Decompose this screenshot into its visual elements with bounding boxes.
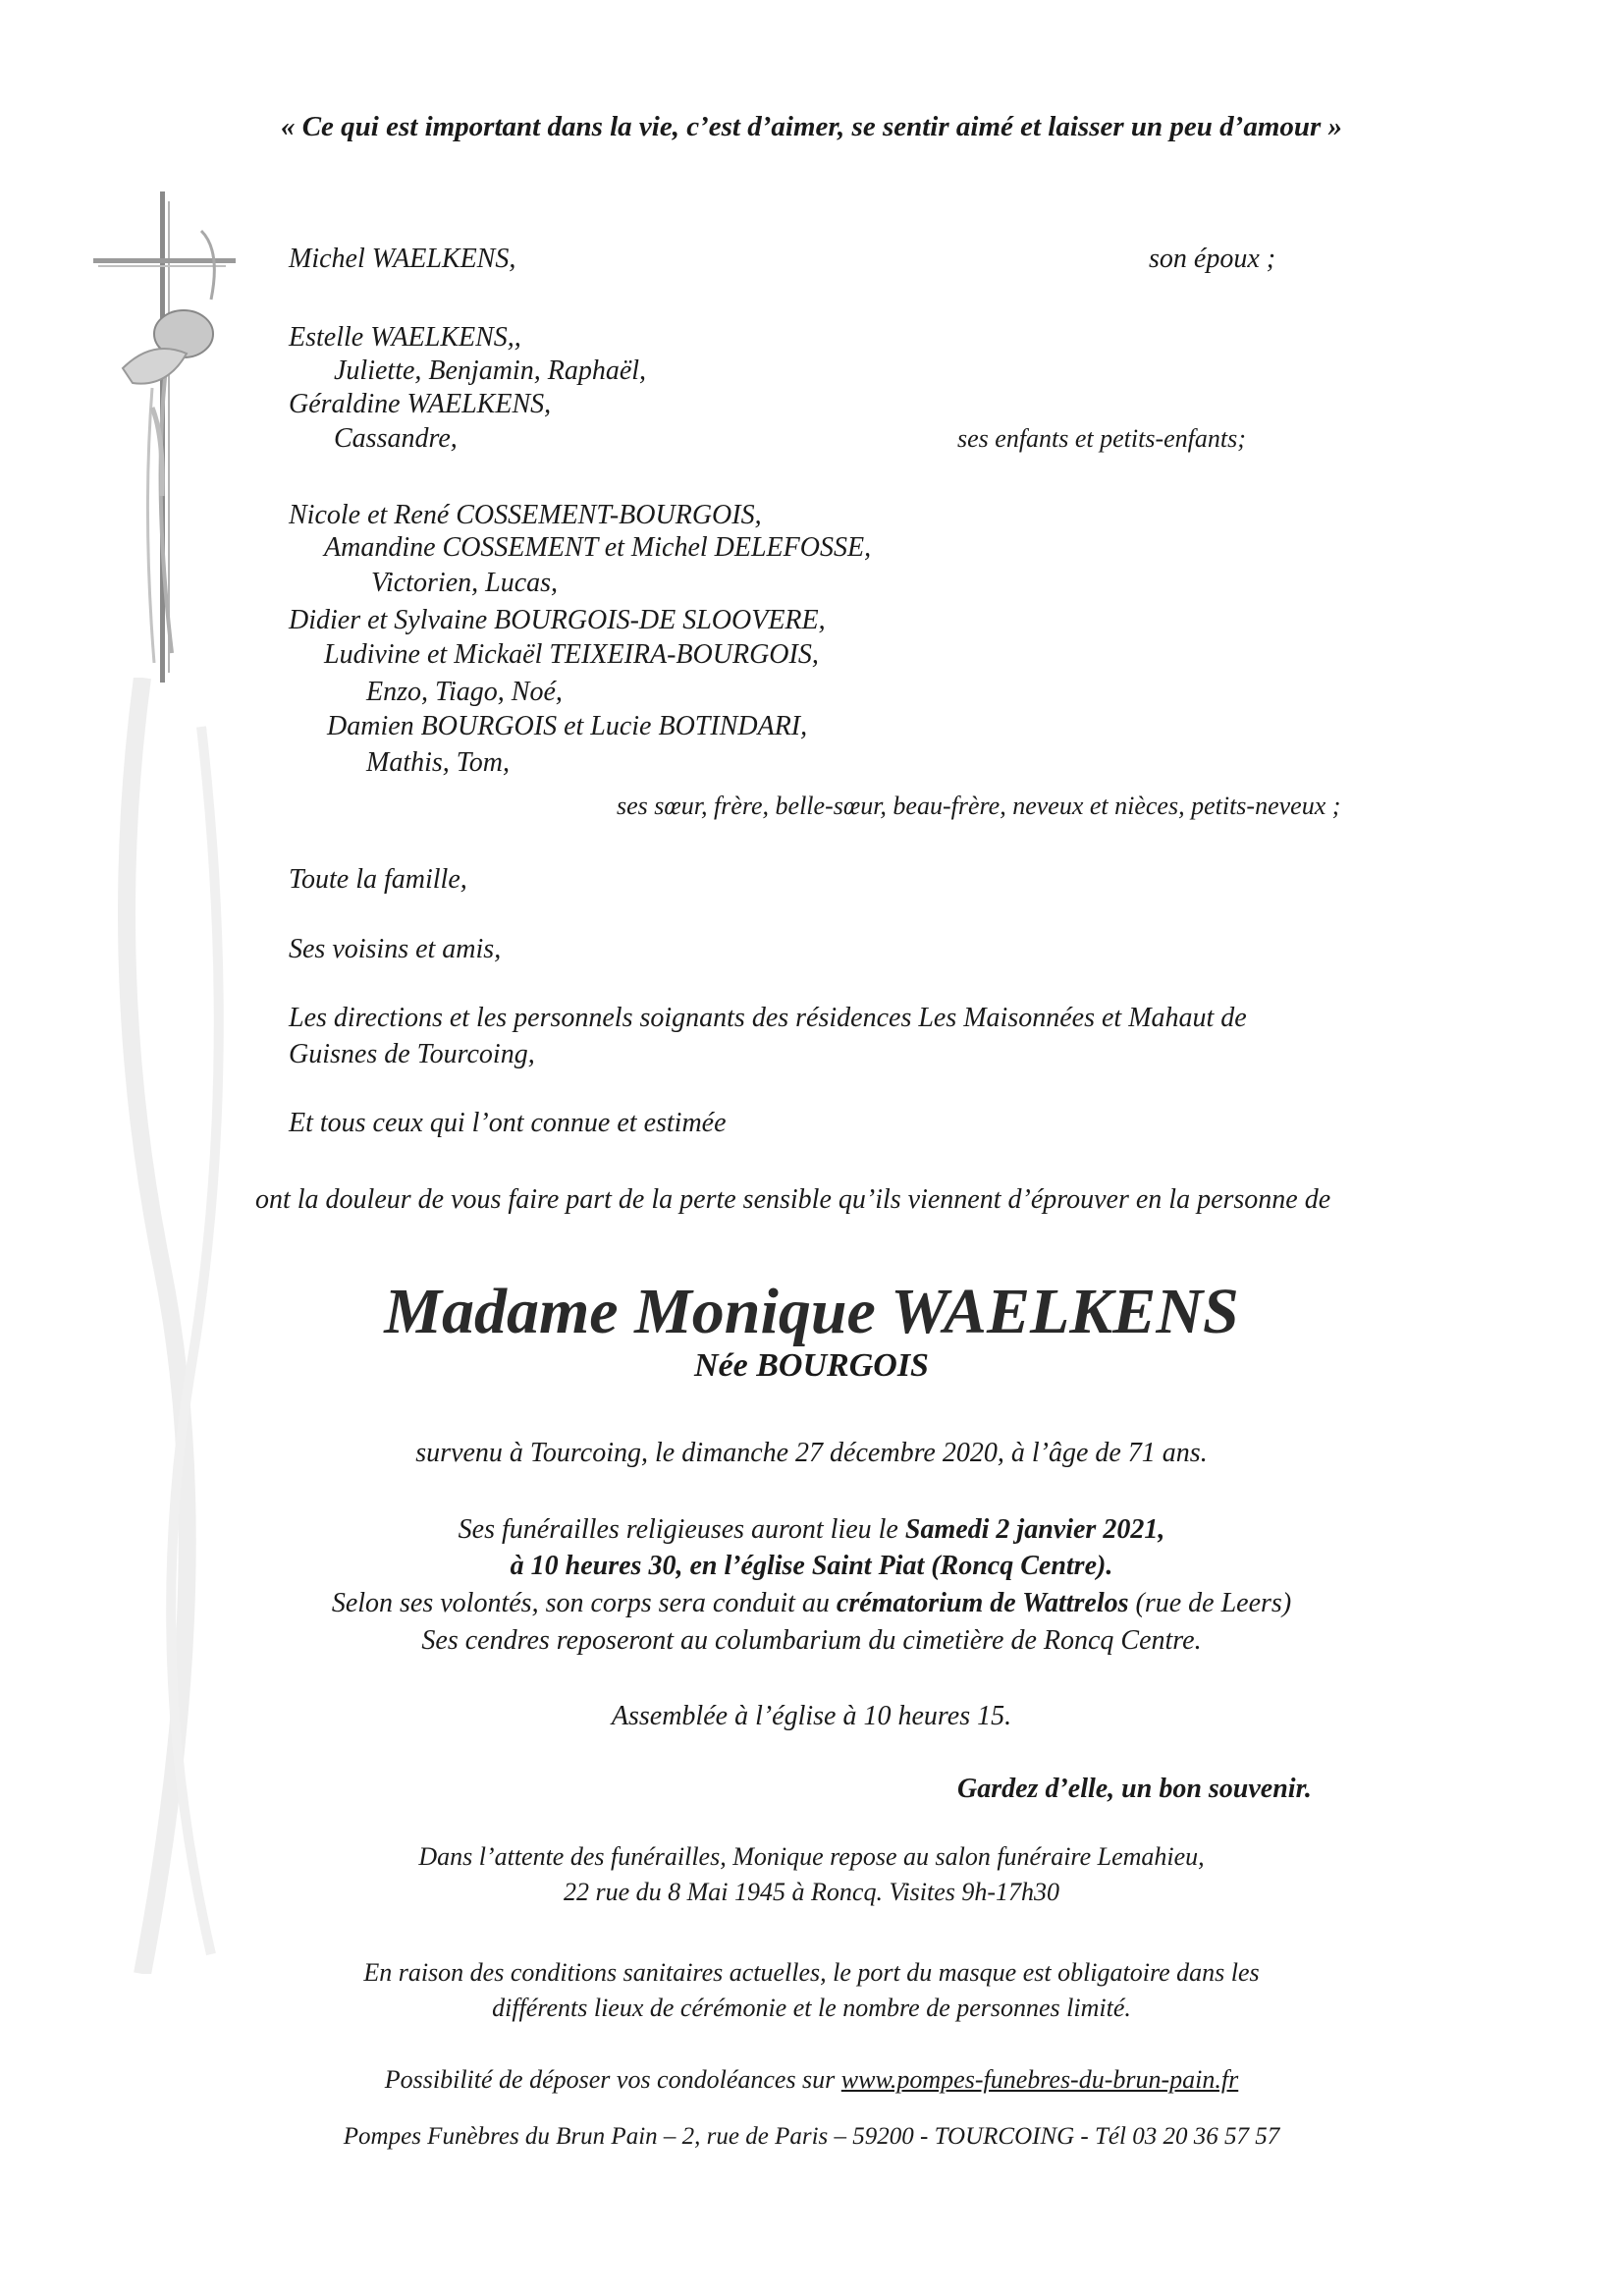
staff-line-2: Guisnes de Tourcoing, [289,1039,535,1069]
death-details: survenu à Tourcoing, le dimanche 27 décembre 2020, à l’âge de 71 ans. [415,1438,1208,1468]
sibling-2-child-2-kids: Mathis, Tom, [366,747,511,778]
sibling-2-child-2: Damien BOURGOIS et Lucie BOTINDARI, [327,711,808,741]
memory-line: Gardez d’elle, un bon souvenir. [957,1774,1312,1804]
funeral-line-2: à 10 heures 30, en l’église Saint Piat (Roncq Centre). [510,1551,1113,1581]
spouse-name: Michel WAELKENS, [289,244,516,274]
neighbors: Ses voisins et amis, [289,934,502,964]
child-2-kids: Cassandre, [334,423,458,454]
staff-line-1: Les directions et les personnels soignants des résidences Les Maisonnées et Mahaut de [289,1003,1247,1033]
cross-lily-decoration [93,191,265,683]
sibling-2-child-1: Ludivine et Mickaël TEIXEIRA-BOURGOIS, [324,639,819,670]
announcement: ont la douleur de vous faire part de la perte sensible qu’ils viennent d’éprouver en la personne de [255,1184,1331,1215]
child-1-name: Estelle WAELKENS,, [289,322,521,353]
sibling-1: Nicole et René COSSEMENT-BOURGOIS, [289,500,762,530]
child-2-name: Géraldine WAELKENS, [289,389,552,419]
condolences-link[interactable]: www.pompes-funebres-du-brun-pain.fr [840,2065,1239,2094]
wake-line-1: Dans l’attente des funérailles, Monique repose au salon funéraire Lemahieu, [418,1842,1205,1871]
sibling-1-grandkids: Victorien, Lucas, [371,568,559,598]
assembly-time: Assemblée à l’église à 10 heures 15. [611,1701,1012,1731]
funeral-line-1: Ses funérailles religieuses auront lieu le Samedi 2 janvier 2021, [458,1514,1165,1545]
children-relation: ses enfants et petits-enfants; [957,424,1246,453]
funeral-home-footer: Pompes Funèbres du Brun Pain – 2, rue de Paris – 59200 - TOURCOING - Tél 03 20 36 57 57 [343,2123,1280,2150]
sibling-2-child-1-kids: Enzo, Tiago, Noé, [366,677,563,707]
child-1-kids: Juliette, Benjamin, Raphaël, [334,355,647,386]
condolences-line: Possibilité de déposer vos condoléances sur www.pompes-funebres-du-brun-pain.fr [384,2065,1239,2094]
opening-quote: « Ce qui est important dans la vie, c’est d’aimer, se sentir aimé et laisser un peu d’amour » [280,111,1343,142]
funeral-line-4: Ses cendres reposeront au columbarium du cimetière de Roncq Centre. [421,1625,1202,1656]
siblings-relation: ses sœur, frère, belle-sœur, beau-frère, neveux et nièces, petits-neveux ; [617,792,1341,820]
spouse-relation: son époux ; [1149,244,1276,274]
birth-name: Née BOURGOIS [694,1347,929,1384]
wake-line-2: 22 rue du 8 Mai 1945 à Roncq. Visites 9h-17h30 [563,1878,1060,1906]
others: Et tous ceux qui l’ont connue et estimée [289,1108,727,1138]
deceased-name: Madame Monique WAELKENS [384,1276,1239,1347]
sanitary-line-1: En raison des conditions sanitaires actuelles, le port du masque est obligatoire dans les [363,1958,1260,1987]
sibling-2: Didier et Sylvaine BOURGOIS-DE SLOOVERE, [289,605,826,635]
sibling-1-child: Amandine COSSEMENT et Michel DELEFOSSE, [324,532,872,563]
whole-family: Toute la famille, [289,864,467,895]
sanitary-line-2: différents lieux de cérémonie et le nombre de personnes limité. [492,1994,1131,2022]
funeral-line-3: Selon ses volontés, son corps sera conduit au crématorium de Wattrelos (rue de Leers) [331,1588,1292,1618]
